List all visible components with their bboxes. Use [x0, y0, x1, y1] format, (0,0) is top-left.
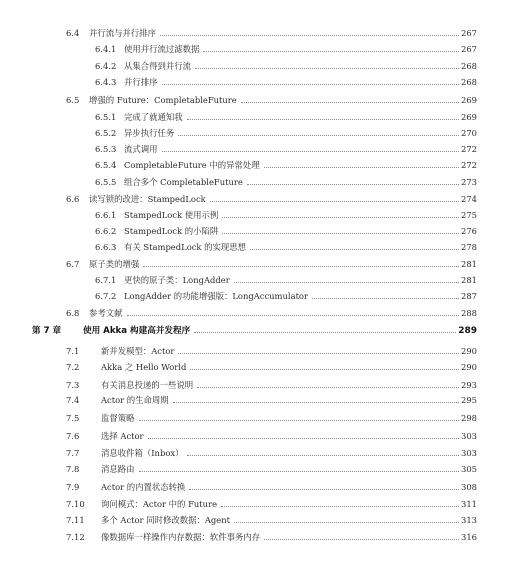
toc-entry-page: 272: [461, 144, 477, 154]
toc-entry: [66, 498, 477, 514]
dot-leader: [139, 471, 460, 472]
toc-entry: [66, 345, 477, 361]
toc-entry: [66, 27, 477, 43]
toc-entry-title: 组合多个 CompletableFuture: [124, 177, 243, 187]
toc-entry-number: 7.8: [66, 464, 80, 474]
toc-entry-number: 6.6.2: [95, 226, 117, 236]
toc-entry-page: 313: [461, 515, 477, 525]
toc-entry-page: 267: [461, 44, 477, 54]
toc-entry-number: 7.5: [66, 413, 80, 423]
toc-entry-number: 7.3: [66, 380, 80, 390]
toc-entry: [95, 127, 477, 143]
dot-leader: [264, 167, 459, 168]
toc-entry-title: Akka 之 Hello World: [101, 362, 187, 372]
toc-entry-page: 305: [461, 464, 477, 474]
toc-entry-page: 272: [461, 160, 477, 170]
toc-entry-page: 281: [461, 275, 477, 285]
dot-leader: [222, 233, 459, 234]
toc-entry-number: 7.7: [66, 448, 80, 458]
dot-leader: [162, 151, 460, 152]
toc-entry-title: 有关 StampedLock 的实现思想: [124, 242, 247, 252]
toc-entry: [95, 176, 477, 192]
toc-entry: [66, 481, 477, 497]
dot-leader: [194, 332, 456, 333]
toc-entry: [95, 111, 477, 127]
toc-entry-page: 278: [461, 242, 477, 252]
toc-entry: [66, 193, 477, 209]
toc-entry-number: 6.7: [66, 259, 80, 269]
toc-entry-page: 303: [461, 448, 477, 458]
toc-entry: [66, 531, 477, 547]
toc-entry-title: 有关消息投递的一些说明: [101, 380, 194, 390]
toc-entry-number: 第 7 章: [32, 326, 62, 336]
dot-leader: [241, 102, 459, 103]
dot-leader: [197, 387, 459, 388]
dot-leader: [162, 84, 460, 85]
toc-entry: [66, 447, 477, 463]
toc-entry-number: 7.9: [66, 482, 80, 492]
toc-entry-number: 7.2: [66, 362, 80, 372]
toc-entry: [95, 76, 477, 92]
dot-leader: [178, 135, 459, 136]
toc-entry: [66, 463, 477, 479]
toc-entry-number: 7.10: [66, 499, 85, 509]
toc-entry-title: 并行流与并行排序: [89, 28, 156, 38]
toc-entry-title: StampedLock 的小陷阱: [124, 226, 219, 236]
toc-entry-number: 6.4.2: [95, 61, 117, 71]
toc-entry-title: 新并发模型：Actor: [101, 346, 175, 356]
toc-entry-title: CompletableFuture 中的异常处理: [124, 160, 260, 170]
dot-leader: [195, 68, 459, 69]
toc-entry: [95, 143, 477, 159]
toc-entry-title: 更快的原子类：LongAdder: [124, 275, 230, 285]
toc-entry-page: 295: [461, 395, 477, 405]
toc-entry-number: 7.11: [66, 515, 85, 525]
toc-entry-title: 参考文献: [89, 308, 123, 318]
toc-entry-number: 6.5.5: [95, 177, 117, 187]
dot-leader: [178, 353, 459, 354]
toc-entry: [95, 274, 477, 290]
dot-leader: [264, 539, 459, 540]
toc-entry: [95, 241, 477, 257]
toc-entry: [66, 361, 477, 377]
toc-entry: [66, 430, 477, 446]
toc-entry-page: 293: [461, 380, 477, 390]
toc-entry-page: 311: [461, 499, 477, 509]
toc-entry-page: 290: [461, 346, 477, 356]
toc-entry-number: 7.6: [66, 431, 80, 441]
toc-entry-number: 6.4: [66, 28, 80, 38]
toc-entry-page: 298: [461, 413, 477, 423]
toc-entry-title: 完成了就通知我: [124, 112, 183, 122]
toc-entry-title: 多个 Actor 同时修改数据：Agent: [101, 515, 230, 525]
toc-entry-title: StampedLock 使用示例: [124, 210, 219, 220]
toc-entry-number: 6.6.3: [95, 242, 117, 252]
toc-entry-title: 像数据库一样操作内存数据：软件事务内存: [101, 532, 261, 542]
toc-entry-page: 276: [461, 226, 477, 236]
toc-entry-number: 6.4.3: [95, 77, 117, 87]
toc-entry-title: Actor 的内置状态转换: [101, 482, 186, 492]
dot-leader: [312, 298, 459, 299]
toc-entry-page: 303: [461, 431, 477, 441]
toc-entry-page: 270: [461, 128, 477, 138]
toc-entry: [66, 258, 477, 274]
toc-entry-page: 289: [458, 326, 477, 336]
toc-entry-number: 6.5.1: [95, 112, 117, 122]
toc-entry-page: 287: [461, 291, 477, 301]
toc-entry: [66, 514, 477, 530]
toc-entry-number: 6.7.2: [95, 291, 117, 301]
toc-entry-page: 267: [461, 28, 477, 38]
toc-entry-page: 316: [461, 532, 477, 542]
toc-entry-number: 7.1: [66, 346, 80, 356]
toc-entry-number: 7.12: [66, 532, 85, 542]
toc-entry-title: LongAdder 的功能增强版：LongAccumulator: [124, 291, 308, 301]
toc-entry-number: 6.4.1: [95, 44, 117, 54]
toc-entry-title: 使用并行流过滤数据: [124, 44, 200, 54]
toc-entry-title: 原子类的增强: [89, 259, 140, 269]
toc-entry-number: 6.5: [66, 95, 80, 105]
toc-entry-title: 异步执行任务: [124, 128, 175, 138]
toc-entry-number: 6.5.3: [95, 144, 117, 154]
dot-leader: [234, 522, 459, 523]
toc-entry-page: 281: [461, 259, 477, 269]
toc-entry-page: 290: [461, 362, 477, 372]
toc-entry: [95, 209, 477, 225]
toc-entry-number: 6.7.1: [95, 275, 117, 285]
toc-entry-title: 读写锁的改进：StampedLock: [89, 194, 206, 204]
dot-leader: [189, 489, 459, 490]
toc-entry-title: 增强的 Future：CompletableFuture: [89, 95, 237, 105]
toc-entry-title: 并行排序: [124, 77, 158, 87]
toc-entry-page: 288: [461, 308, 477, 318]
toc-entry-page: 269: [461, 95, 477, 105]
toc-entry-title: 监督策略: [101, 413, 135, 423]
toc-entry: [95, 60, 477, 76]
dot-leader: [203, 51, 459, 52]
dot-leader: [187, 455, 459, 456]
toc-entry: [95, 159, 477, 175]
toc-entry-page: 269: [461, 112, 477, 122]
toc-entry: [95, 225, 477, 241]
toc-entry-page: 275: [461, 210, 477, 220]
toc-entry-title: 流式调用: [124, 144, 158, 154]
dot-leader: [221, 506, 459, 507]
toc-entry: [66, 94, 477, 110]
toc-entry: [66, 394, 477, 410]
toc-entry-number: 6.6: [66, 194, 80, 204]
toc-entry-page: 308: [461, 482, 477, 492]
dot-leader: [143, 266, 459, 267]
toc-entry-title: 消息路由: [101, 464, 135, 474]
dot-leader: [139, 420, 460, 421]
toc-entry-number: 6.5.2: [95, 128, 117, 138]
dot-leader: [247, 184, 459, 185]
toc-entry-title: 询问模式：Actor 中的 Future: [101, 499, 218, 509]
dot-leader: [234, 282, 459, 283]
toc-entry: [66, 412, 477, 428]
dot-leader: [187, 119, 459, 120]
dot-leader: [250, 249, 459, 250]
toc-entry-title: Actor 的生命周期: [101, 395, 169, 405]
toc-entry: [66, 307, 477, 323]
toc-entry-title: 消息收件箱（Inbox）: [101, 448, 184, 458]
dot-leader: [160, 35, 459, 36]
dot-leader: [190, 369, 459, 370]
toc-entry-title: 使用 Akka 构建高并发程序: [83, 326, 191, 336]
dot-leader: [210, 201, 459, 202]
dot-leader: [127, 315, 460, 316]
toc-entry-number: 6.8: [66, 308, 80, 318]
toc-entry-number: 6.5.4: [95, 160, 117, 170]
toc-entry: [95, 43, 477, 59]
toc-entry-number: 6.6.1: [95, 210, 117, 220]
toc-entry-page: 274: [461, 194, 477, 204]
toc-entry: [66, 379, 477, 395]
toc-entry-number: 7.4: [66, 395, 80, 405]
toc-entry: [95, 290, 477, 306]
toc-entry-page: 273: [461, 177, 477, 187]
dot-leader: [222, 217, 459, 218]
dot-leader: [173, 402, 459, 403]
toc-chapter-entry: [32, 324, 477, 340]
toc-entry-title: 选择 Actor: [101, 431, 144, 441]
toc-entry-page: 268: [461, 61, 477, 71]
toc-entry-title: 从集合得到并行流: [124, 61, 191, 71]
toc-entry-page: 268: [461, 77, 477, 87]
dot-leader: [148, 438, 459, 439]
